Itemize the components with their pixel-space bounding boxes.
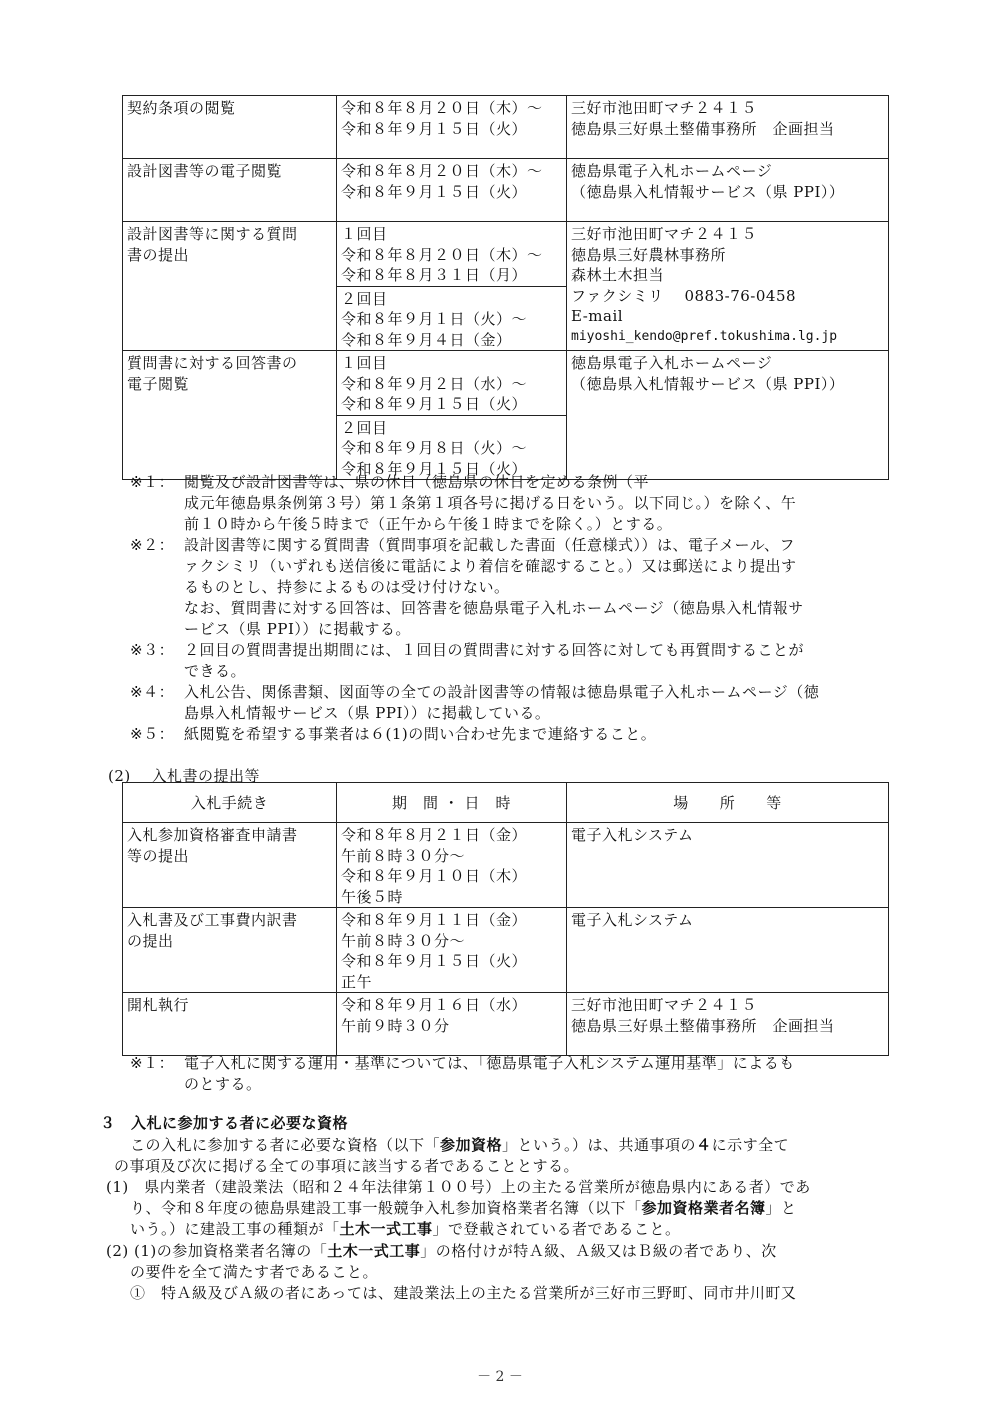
place-line: 三好市池田町マチ２４１５ bbox=[571, 996, 758, 1014]
note-label: ※４： bbox=[130, 683, 175, 701]
period-line: 午後５時 bbox=[341, 887, 404, 906]
section-3-intro-line bbox=[130, 1135, 789, 1156]
column-header: 場 所 等 bbox=[673, 794, 782, 813]
section-3-intro-line: の事項及び次に掲げる全ての事項に該当する者であることとする。 bbox=[114, 1157, 580, 1175]
period-line: 令和８年９月４日（金） bbox=[341, 330, 512, 349]
page-number: － 2 － bbox=[477, 1369, 523, 1385]
period-line: 令和８年９月１０日（木） bbox=[341, 867, 528, 885]
period-line: 令和８年８月３１日（月） bbox=[341, 266, 528, 284]
note-line: 前１０時から午後５時まで（正午から午後１時までを除く。）とする。 bbox=[184, 515, 673, 533]
note-line: なお、質問書に対する回答は、回答書を徳島県電子入札ホームページ（徳島県入札情報サ bbox=[184, 599, 804, 617]
place-line: E-mail bbox=[571, 307, 624, 325]
table-row bbox=[123, 351, 889, 416]
note-line: ービス（県 PPI））に掲載する。 bbox=[184, 620, 411, 638]
place-line: 徳島県三好県土整備事務所 企画担当 bbox=[571, 119, 835, 138]
period-line: 令和８年８月２０日（木）〜 bbox=[341, 99, 543, 117]
place-line: 徳島県三好農林事務所 bbox=[571, 245, 727, 264]
place-line: 森林土木担当 bbox=[571, 266, 665, 284]
table-row bbox=[123, 96, 889, 159]
row-label: の提出 bbox=[127, 931, 174, 950]
table-row bbox=[123, 993, 889, 1056]
period-line: 令和８年８月２０日（木）〜 bbox=[341, 245, 543, 264]
place-line: （徳島県入札情報サービス（県 PPI）） bbox=[571, 182, 845, 201]
note-label: ※２： bbox=[130, 536, 175, 554]
note-line: 島県入札情報サービス（県 PPI））に掲載している。 bbox=[184, 704, 551, 722]
schedule-table-2 bbox=[122, 782, 889, 1056]
note-line: できる。 bbox=[184, 662, 247, 680]
text-span: り、令和８年度の徳島県建設工事一般競争入札参加資格業者名簿（以下「 bbox=[130, 1199, 642, 1217]
requirement-2-sub-item: ① 特Ａ級及びＡ級の者にあっては、建設業法上の主たる営業所が三好市三野町、同市井川町又 bbox=[130, 1284, 797, 1302]
emphasis-text: 土木一式工事 bbox=[339, 1220, 433, 1238]
place-line: 徳島県電子入札ホームページ bbox=[571, 354, 773, 372]
emphasis-text: 参加資格業者名簿 bbox=[641, 1199, 766, 1217]
text-span: 」の格付けが特Ａ級、Ａ級又はＢ級の者であり、次 bbox=[420, 1242, 777, 1260]
note-label: ※１： bbox=[130, 1054, 175, 1072]
place-line: 電子入札システム bbox=[571, 826, 694, 844]
row-label: 開札執行 bbox=[127, 996, 190, 1014]
table-row bbox=[123, 159, 889, 222]
text-span: に示す全て bbox=[711, 1136, 790, 1154]
section-3-heading: ３ 入札に参加する者に必要な資格 bbox=[100, 1114, 349, 1132]
column-header: 期 間 ・ 日 時 bbox=[391, 794, 512, 813]
period-line: 午前８時３０分〜 bbox=[341, 931, 466, 950]
period-line: 令和８年９月１１日（金） bbox=[341, 911, 528, 929]
note-label: ※３： bbox=[130, 641, 175, 659]
period-line: 令和８年９月１５日（火） bbox=[341, 395, 528, 413]
note-line: るものとし、持参によるものは受け付けない。 bbox=[184, 578, 510, 596]
note-line: 紙閲覧を希望する事業者は６(1)の問い合わせ先まで連絡すること。 bbox=[184, 725, 657, 743]
period-line: 令和８年９月１５日（火） bbox=[341, 459, 528, 478]
period-line: 令和８年９月１５日（火） bbox=[341, 952, 528, 970]
row-label: 入札参加資格審査申請書 bbox=[127, 826, 298, 844]
period-line: １回目 bbox=[341, 225, 388, 243]
requirement-2-line bbox=[106, 1241, 777, 1262]
requirement-1-line bbox=[130, 1219, 681, 1240]
note-line: 成元年徳島県条例第３号）第１条第１項各号に掲げる日をいう。以下同じ。）を除く、午 bbox=[184, 494, 797, 512]
emphasis-text: ４ bbox=[696, 1136, 712, 1154]
table-row bbox=[123, 908, 889, 993]
row-label: 電子閲覧 bbox=[127, 374, 190, 393]
row-label: 契約条項の閲覧 bbox=[127, 99, 236, 117]
note-line: 設計図書等に関する質問書（質問事項を記載した書面（任意様式））は、電子メール、フ bbox=[184, 536, 796, 554]
row-label: 設計図書等の電子閲覧 bbox=[127, 162, 283, 180]
period-line: 令和８年８月２１日（金） bbox=[341, 826, 528, 844]
requirement-1-line bbox=[130, 1198, 797, 1219]
text-span: 」と bbox=[765, 1199, 797, 1217]
table-header-row bbox=[123, 783, 889, 823]
row-label: 書の提出 bbox=[127, 245, 190, 264]
period-line: 午前９時３０分 bbox=[341, 1016, 450, 1035]
note-line: 電子入札に関する運用・基準については、「徳島県電子入札システム運用基準」によるも bbox=[184, 1054, 795, 1072]
row-label: 入札書及び工事費内訳書 bbox=[127, 911, 298, 929]
note-line: のとする。 bbox=[184, 1075, 262, 1093]
period-line: 午前８時３０分〜 bbox=[341, 846, 466, 865]
period-line: 令和８年９月１５日（火） bbox=[341, 182, 528, 201]
period-line: 令和８年８月２０日（木）〜 bbox=[341, 162, 543, 180]
period-line: 令和８年９月１６日（水） bbox=[341, 996, 528, 1014]
period-line: 令和８年９月１５日（火） bbox=[341, 119, 528, 138]
place-line: 徳島県三好県土整備事務所 企画担当 bbox=[571, 1016, 835, 1035]
section-2-heading: (2) 入札書の提出等 bbox=[108, 767, 261, 785]
text-span: この入札に参加する者に必要な資格（以下「 bbox=[130, 1136, 441, 1154]
emphasis-text: 参加資格 bbox=[440, 1136, 503, 1154]
place-line: 徳島県電子入札ホームページ bbox=[571, 162, 773, 180]
text-span: (2) (1)の参加資格業者名簿の「 bbox=[106, 1242, 328, 1260]
note-line: 入札公告、関係書類、図面等の全ての設計図書等の情報は徳島県電子入札ホームページ（徳 bbox=[184, 683, 820, 701]
text-span: 」という。）は、共通事項の bbox=[502, 1136, 697, 1154]
note-label: ※１： bbox=[130, 473, 175, 491]
place-line: 三好市池田町マチ２４１５ bbox=[571, 99, 758, 117]
row-label: 設計図書等に関する質問 bbox=[127, 225, 298, 243]
period-line: 正午 bbox=[341, 972, 373, 991]
email-address: miyoshi_kendo@pref.tokushima.lg.jp bbox=[571, 328, 838, 344]
column-header: 入札手続き bbox=[190, 794, 269, 813]
note-label: ※５： bbox=[130, 725, 175, 743]
place-line: （徳島県入札情報サービス（県 PPI）） bbox=[571, 374, 845, 393]
note-line: 閲覧及び設計図書等は、県の休日（徳島県の休日を定める条例（平 bbox=[184, 473, 650, 491]
place-line: 三好市池田町マチ２４１５ bbox=[571, 225, 758, 243]
text-span: 」で登載されている者であること。 bbox=[432, 1220, 681, 1238]
schedule-table-1 bbox=[122, 95, 889, 480]
period-line: ２回目 bbox=[341, 289, 388, 308]
period-line: 令和８年９月１日（火）〜 bbox=[341, 310, 528, 328]
requirement-1-line: (1) 県内業者（建設業法（昭和２４年法律第１００号）上の主たる営業所が徳島県内にある者）であ bbox=[106, 1178, 811, 1196]
place-line: 電子入札システム bbox=[571, 911, 694, 929]
period-line: ２回目 bbox=[341, 418, 388, 437]
period-line: １回目 bbox=[341, 354, 388, 372]
period-line: 令和８年９月８日（火）〜 bbox=[341, 439, 528, 457]
table-row bbox=[123, 222, 889, 287]
place-line: ファクシミリ 0883-76-0458 bbox=[571, 286, 797, 305]
note-line: ２回目の質問書提出期間には、１回目の質問書に対する回答に対しても再質問することが bbox=[184, 641, 805, 659]
table-row bbox=[123, 823, 889, 908]
emphasis-text: 土木一式工事 bbox=[327, 1242, 421, 1260]
row-label: 質問書に対する回答書の bbox=[127, 354, 298, 372]
note-line: ァクシミリ（いずれも送信後に電話により着信を確認すること。）又は郵送により提出す bbox=[184, 557, 797, 575]
row-label: 等の提出 bbox=[127, 846, 190, 865]
requirement-2-line: の要件を全て満たす者であること。 bbox=[130, 1263, 379, 1281]
text-span: いう。）に建設工事の種類が「 bbox=[130, 1220, 340, 1238]
period-line: 令和８年９月２日（水）〜 bbox=[341, 374, 528, 393]
